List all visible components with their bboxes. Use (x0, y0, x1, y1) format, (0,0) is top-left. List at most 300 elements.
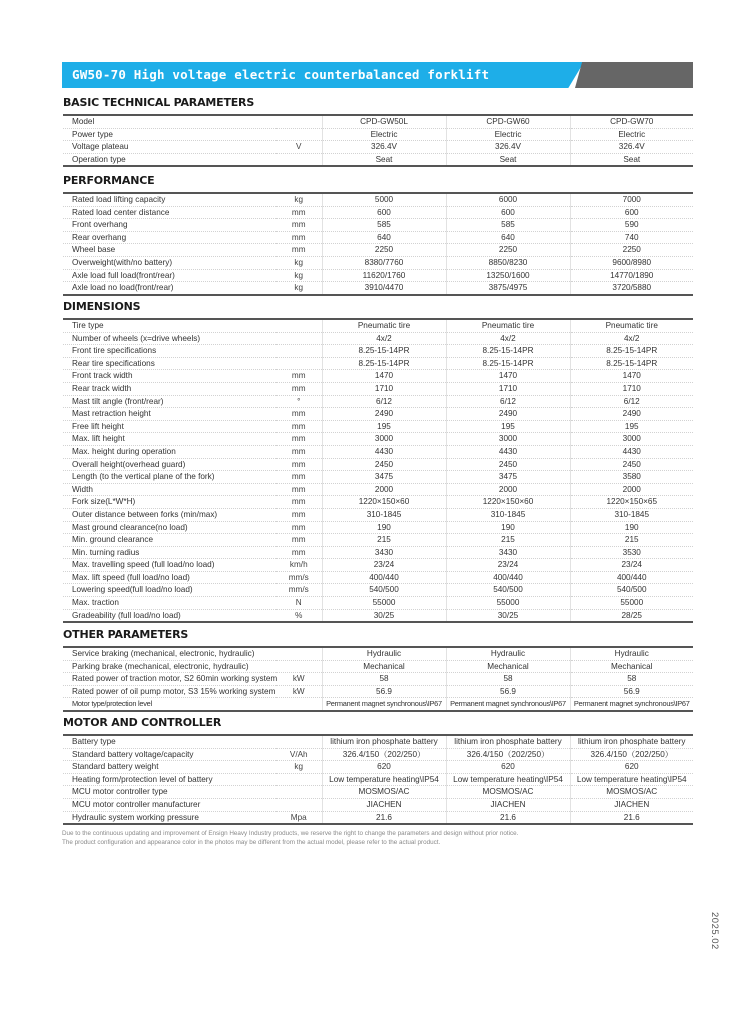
value-model-b: Hydraulic (446, 647, 570, 660)
value-model-a: 326.4V (322, 141, 446, 154)
table-row (63, 685, 693, 698)
value-model-a: 21.6 (322, 811, 446, 824)
table-row (63, 420, 693, 433)
value-model-a: 8380/7760 (322, 256, 446, 269)
row-unit (276, 357, 322, 370)
row-unit: Mpa (290, 812, 307, 822)
row-label: Free lift height (63, 420, 276, 433)
title-banner (62, 62, 693, 88)
value-model-c: 2250 (570, 244, 693, 257)
value-model-a: 3475 (322, 471, 446, 484)
publication-date: 2025.02 (709, 912, 720, 950)
value-model-b: Permanent magnet synchronous\IP67 (446, 698, 570, 711)
value-model-b: 3430 (446, 546, 570, 559)
value-model-c: Hydraulic (570, 647, 693, 660)
value-model-c: 190 (570, 521, 693, 534)
table-row (63, 761, 693, 774)
value-model-c: Low temperature heating\IP54 (570, 773, 693, 786)
row-unit: mm (276, 521, 322, 534)
row-unit: mm (276, 496, 322, 509)
row-unit (276, 647, 322, 660)
value-model-a: 8.25-15-14PR (322, 345, 446, 358)
value-model-b: 585 (446, 219, 570, 232)
row-label: Rated power of traction motor, S2 60min working system (63, 673, 276, 686)
row-label: Front tire specifications (63, 345, 276, 358)
value-model-c: 400/440 (570, 571, 693, 584)
table-row (63, 483, 693, 496)
row-unit: mm (276, 471, 322, 484)
value-model-a: 585 (322, 219, 446, 232)
value-model-b: 30/25 (446, 609, 570, 622)
value-model-a: 2000 (322, 483, 446, 496)
value-model-b: 326.4V (446, 141, 570, 154)
value-model-a: 195 (322, 420, 446, 433)
value-model-b: 3875/4975 (446, 282, 570, 295)
value-model-b: 6000 (446, 193, 570, 206)
value-model-a: 1710 (322, 382, 446, 395)
table-row (63, 786, 693, 799)
section-title-motor: MOTOR AND CONTROLLER (63, 716, 222, 729)
value-model-c: JIACHEN (570, 798, 693, 811)
value-model-c: 600 (570, 206, 693, 219)
table-row (63, 584, 693, 597)
row-unit: mm (276, 433, 322, 446)
value-model-c: 7000 (570, 193, 693, 206)
row-label: Gradeability (full load/no load) (72, 610, 181, 620)
row-label: Max. traction (63, 597, 276, 610)
value-model-c: 4430 (570, 445, 693, 458)
row-unit: mm (276, 508, 322, 521)
table-row (63, 370, 693, 383)
row-label: Min. turning radius (63, 546, 276, 559)
row-unit: mm (276, 420, 322, 433)
value-model-b: Electric (446, 128, 570, 141)
value-model-b: 1710 (446, 382, 570, 395)
value-model-b: lithium iron phosphate battery (446, 735, 570, 748)
value-model-a: 310-1845 (322, 508, 446, 521)
row-unit: mm (276, 546, 322, 559)
value-model-c: 3000 (570, 433, 693, 446)
row-label: Rated power of oil pump motor, S3 15% working system (63, 685, 276, 698)
banner-gray-band (575, 62, 693, 88)
value-model-a: 400/440 (322, 571, 446, 584)
value-model-a: 215 (322, 534, 446, 547)
value-model-b: 58 (446, 673, 570, 686)
value-model-b: 190 (446, 521, 570, 534)
row-unit: kg (276, 193, 322, 206)
value-model-c: 3530 (570, 546, 693, 559)
row-unit: mm (276, 534, 322, 547)
row-unit (276, 345, 322, 358)
value-model-a: 23/24 (322, 559, 446, 572)
value-model-a: 56.9 (322, 685, 446, 698)
row-label: Front overhang (63, 219, 276, 232)
value-model-a: Hydraulic (322, 647, 446, 660)
row-label: Mast tilt angle (front/rear) (63, 395, 276, 408)
value-model-c: 326.4V (570, 141, 693, 154)
row-label: Voltage plateau (63, 141, 276, 154)
row-label: Wheel base (63, 244, 276, 257)
value-model-c: 740 (570, 231, 693, 244)
row-label: Outer distance between forks (min/max) (63, 508, 276, 521)
row-label: Power type (63, 128, 276, 141)
table-row (63, 508, 693, 521)
row-unit (276, 153, 322, 166)
row-label: Max. lift height (63, 433, 276, 446)
table-basic-parameters (63, 114, 693, 167)
value-model-b: 326.4/150（202/250） (446, 748, 570, 761)
table-row (63, 345, 693, 358)
row-label: Rear track width (63, 382, 276, 395)
value-model-a: Pneumatic tire (322, 319, 446, 332)
value-model-a: 6/12 (322, 395, 446, 408)
value-model-c: 590 (570, 219, 693, 232)
value-model-a: Seat (322, 153, 446, 166)
page-title: GW50-70 High voltage electric counterbalanced forklift (72, 67, 490, 82)
value-model-b: 1220×150×60 (446, 496, 570, 509)
row-label: Overall height(overhead guard) (63, 458, 276, 471)
row-label: Fork size(L*W*H) (63, 496, 276, 509)
row-unit (276, 319, 322, 332)
row-label: Rear overhang (63, 231, 276, 244)
value-model-c: Seat (570, 153, 693, 166)
row-label: Lowering speed(full load/no load) (63, 584, 276, 597)
value-model-a: 3000 (322, 433, 446, 446)
value-model-c: 55000 (570, 597, 693, 610)
disclaimer-line-2: The product configuration and appearance color in the photos may be different from the actual model, please refer to the actual product. (62, 839, 441, 846)
table-performance (63, 192, 693, 296)
value-model-b: 1470 (446, 370, 570, 383)
value-model-a: 11620/1760 (322, 269, 446, 282)
row-label: Min. ground clearance (63, 534, 276, 547)
value-model-b: 55000 (446, 597, 570, 610)
row-unit: kW (276, 673, 322, 686)
table-row (63, 408, 693, 421)
row-label: Tire type (63, 319, 276, 332)
table-row (63, 206, 693, 219)
table-row (63, 609, 693, 622)
value-model-c: lithium iron phosphate battery (570, 735, 693, 748)
row-unit (276, 773, 322, 786)
value-model-c: 540/500 (570, 584, 693, 597)
row-unit: mm (276, 244, 322, 257)
value-model-a: 2490 (322, 408, 446, 421)
row-label: Number of wheels (x=drive wheels) (63, 332, 276, 345)
value-model-c: 620 (570, 761, 693, 774)
table-row (63, 798, 693, 811)
value-model-b: CPD-GW60 (446, 115, 570, 128)
table-row (63, 395, 693, 408)
value-model-c: 1710 (570, 382, 693, 395)
table-row (63, 332, 693, 345)
row-label: Parking brake (mechanical, electronic, hydraulic) (63, 660, 276, 673)
row-unit (276, 786, 322, 799)
section-title-dimensions: DIMENSIONS (63, 300, 141, 313)
row-label: Battery type (63, 735, 276, 748)
value-model-a: 2250 (322, 244, 446, 257)
row-label: Rated load center distance (63, 206, 276, 219)
row-unit: kg (276, 256, 322, 269)
value-model-c: Mechanical (570, 660, 693, 673)
table-row (63, 128, 693, 141)
row-label: Max. travelling speed (full load/no load) (63, 559, 276, 572)
table-row (63, 458, 693, 471)
row-unit: kg (276, 761, 322, 774)
value-model-a: 2450 (322, 458, 446, 471)
value-model-a: 540/500 (322, 584, 446, 597)
value-model-c: 215 (570, 534, 693, 547)
value-model-b: Seat (446, 153, 570, 166)
row-label: Motor type/protection level (72, 699, 152, 709)
value-model-a: MOSMOS/AC (322, 786, 446, 799)
table-row (63, 597, 693, 610)
value-model-c: 8.25-15-14PR (570, 345, 693, 358)
table-row (63, 433, 693, 446)
row-label: Mast ground clearance(no load) (63, 521, 276, 534)
value-model-c: 9600/8980 (570, 256, 693, 269)
section-title-other: OTHER PARAMETERS (63, 628, 189, 641)
section-title-basic: BASIC TECHNICAL PARAMETERS (63, 96, 255, 109)
value-model-a: 3910/4470 (322, 282, 446, 295)
row-label: Standard battery voltage/capacity (63, 748, 276, 761)
row-unit: V/Ah (276, 748, 322, 761)
value-model-b: 310-1845 (446, 508, 570, 521)
row-label: Rated load lifting capacity (63, 193, 276, 206)
value-model-a: 326.4/150（202/250） (322, 748, 446, 761)
value-model-c: 6/12 (570, 395, 693, 408)
value-model-b: MOSMOS/AC (446, 786, 570, 799)
value-model-a: Mechanical (322, 660, 446, 673)
table-row (63, 496, 693, 509)
value-model-c: 3720/5880 (570, 282, 693, 295)
row-unit: mm (276, 206, 322, 219)
row-unit: ° (276, 395, 322, 408)
value-model-b: 3475 (446, 471, 570, 484)
value-model-b: 2000 (446, 483, 570, 496)
row-unit: mm (276, 382, 322, 395)
value-model-c: 14770/1890 (570, 269, 693, 282)
row-label: Length (to the vertical plane of the fork) (63, 471, 276, 484)
value-model-a: 620 (322, 761, 446, 774)
row-label: Hydraulic system working pressure (72, 812, 199, 822)
value-model-b: 215 (446, 534, 570, 547)
value-model-a: 640 (322, 231, 446, 244)
row-label: MCU motor controller manufacturer (63, 798, 276, 811)
row-label: Front track width (63, 370, 276, 383)
value-model-c: CPD-GW70 (570, 115, 693, 128)
table-row (63, 269, 693, 282)
value-model-b: 21.6 (446, 811, 570, 824)
row-unit (276, 128, 322, 141)
value-model-a: 190 (322, 521, 446, 534)
value-model-b: 540/500 (446, 584, 570, 597)
value-model-b: 13250/1600 (446, 269, 570, 282)
value-model-b: 8.25-15-14PR (446, 345, 570, 358)
table-row (63, 748, 693, 761)
row-unit (276, 115, 322, 128)
row-unit: mm (276, 483, 322, 496)
row-label: Width (63, 483, 276, 496)
table-row (63, 357, 693, 370)
value-model-b: 23/24 (446, 559, 570, 572)
value-model-a: 3430 (322, 546, 446, 559)
table-row (63, 534, 693, 547)
row-label: Rear tire specifications (63, 357, 276, 370)
value-model-a: Electric (322, 128, 446, 141)
value-model-b: 2490 (446, 408, 570, 421)
table-row (63, 571, 693, 584)
value-model-b: 8.25-15-14PR (446, 357, 570, 370)
value-model-c: Electric (570, 128, 693, 141)
value-model-b: 6/12 (446, 395, 570, 408)
row-unit: V (276, 141, 322, 154)
row-unit: kW (276, 685, 322, 698)
table-row (63, 660, 693, 673)
value-model-c: 1220×150×65 (570, 496, 693, 509)
value-model-a: 5000 (322, 193, 446, 206)
table-row (63, 319, 693, 332)
row-unit: mm (276, 445, 322, 458)
value-model-c: MOSMOS/AC (570, 786, 693, 799)
table-row (63, 559, 693, 572)
value-model-b: 620 (446, 761, 570, 774)
value-model-b: 640 (446, 231, 570, 244)
table-row (63, 256, 693, 269)
row-unit: mm/s (276, 584, 322, 597)
table-motor-controller (63, 734, 693, 825)
row-unit: mm/s (276, 571, 322, 584)
row-unit (276, 798, 322, 811)
table-row (63, 231, 693, 244)
value-model-a: Low temperature heating\IP54 (322, 773, 446, 786)
row-label: Max. height during operation (63, 445, 276, 458)
value-model-a: 4x/2 (322, 332, 446, 345)
table-row (63, 735, 693, 748)
row-label: Mast retraction height (63, 408, 276, 421)
value-model-b: JIACHEN (446, 798, 570, 811)
value-model-c: 8.25-15-14PR (570, 357, 693, 370)
row-unit: kg (276, 269, 322, 282)
table-row (63, 153, 693, 166)
row-unit (276, 735, 322, 748)
table-row (63, 219, 693, 232)
value-model-a: JIACHEN (322, 798, 446, 811)
disclaimer-line-1: Due to the continuous updating and improvement of Ensign Heavy Industry products, we reserve the right to change the parameters and design without prior notice. (62, 830, 519, 837)
row-label: Heating form/protection level of battery (63, 773, 276, 786)
row-unit: km/h (276, 559, 322, 572)
table-row (63, 193, 693, 206)
table-row (63, 773, 693, 786)
value-model-a: 600 (322, 206, 446, 219)
value-model-b: Low temperature heating\IP54 (446, 773, 570, 786)
table-row (63, 471, 693, 484)
value-model-a: 55000 (322, 597, 446, 610)
row-label: MCU motor controller type (63, 786, 276, 799)
value-model-b: Pneumatic tire (446, 319, 570, 332)
value-model-b: 4x/2 (446, 332, 570, 345)
value-model-a: 58 (322, 673, 446, 686)
value-model-c: 310-1845 (570, 508, 693, 521)
value-model-b: 2450 (446, 458, 570, 471)
table-dimensions (63, 318, 693, 623)
table-row (63, 811, 693, 824)
table-row (63, 445, 693, 458)
value-model-c: 21.6 (570, 811, 693, 824)
value-model-c: 2490 (570, 408, 693, 421)
value-model-a: 1470 (322, 370, 446, 383)
value-model-b: 600 (446, 206, 570, 219)
row-label: Axle load no load(front/rear) (72, 283, 174, 293)
row-unit: N (276, 597, 322, 610)
value-model-a: lithium iron phosphate battery (322, 735, 446, 748)
table-row (63, 282, 693, 295)
value-model-a: 1220×150×60 (322, 496, 446, 509)
value-model-c: 58 (570, 673, 693, 686)
table-row (63, 521, 693, 534)
value-model-b: 56.9 (446, 685, 570, 698)
value-model-a: 4430 (322, 445, 446, 458)
row-unit (276, 698, 322, 711)
value-model-c: 195 (570, 420, 693, 433)
table-row (63, 546, 693, 559)
table-row (63, 647, 693, 660)
row-label: Service braking (mechanical, electronic, hydraulic) (63, 647, 276, 660)
row-label: Axle load full load(front/rear) (63, 269, 276, 282)
value-model-c: 28/25 (570, 609, 693, 622)
table-row (63, 673, 693, 686)
table-other-parameters (63, 646, 693, 712)
row-unit (276, 660, 322, 673)
value-model-b: 195 (446, 420, 570, 433)
value-model-c: Permanent magnet synchronous\IP67 (570, 698, 693, 711)
value-model-b: Mechanical (446, 660, 570, 673)
table-row (63, 244, 693, 257)
row-label: Max. lift speed (full load/no load) (63, 571, 276, 584)
value-model-c: 2000 (570, 483, 693, 496)
value-model-b: 2250 (446, 244, 570, 257)
table-row (63, 382, 693, 395)
value-model-c: 2450 (570, 458, 693, 471)
row-label: Standard battery weight (63, 761, 276, 774)
value-model-c: 1470 (570, 370, 693, 383)
value-model-a: 8.25-15-14PR (322, 357, 446, 370)
section-title-performance: PERFORMANCE (63, 174, 155, 187)
row-unit: mm (276, 370, 322, 383)
value-model-c: 4x/2 (570, 332, 693, 345)
value-model-a: Permanent magnet synchronous\IP67 (322, 698, 446, 711)
row-label: Operation type (72, 154, 126, 164)
row-unit: mm (276, 219, 322, 232)
table-row (63, 698, 693, 711)
row-unit: % (295, 610, 303, 620)
row-unit (276, 332, 322, 345)
value-model-c: 23/24 (570, 559, 693, 572)
row-unit: mm (276, 458, 322, 471)
value-model-a: 30/25 (322, 609, 446, 622)
row-unit: mm (276, 231, 322, 244)
row-label: Model (63, 115, 276, 128)
value-model-a: CPD-GW50L (322, 115, 446, 128)
value-model-b: 8850/8230 (446, 256, 570, 269)
value-model-b: 400/440 (446, 571, 570, 584)
value-model-b: 4430 (446, 445, 570, 458)
row-unit: mm (276, 408, 322, 421)
table-row (63, 115, 693, 128)
value-model-c: 56.9 (570, 685, 693, 698)
row-unit: kg (294, 283, 304, 293)
value-model-c: 326.4/150（202/250） (570, 748, 693, 761)
row-label: Overweight(with/no battery) (63, 256, 276, 269)
